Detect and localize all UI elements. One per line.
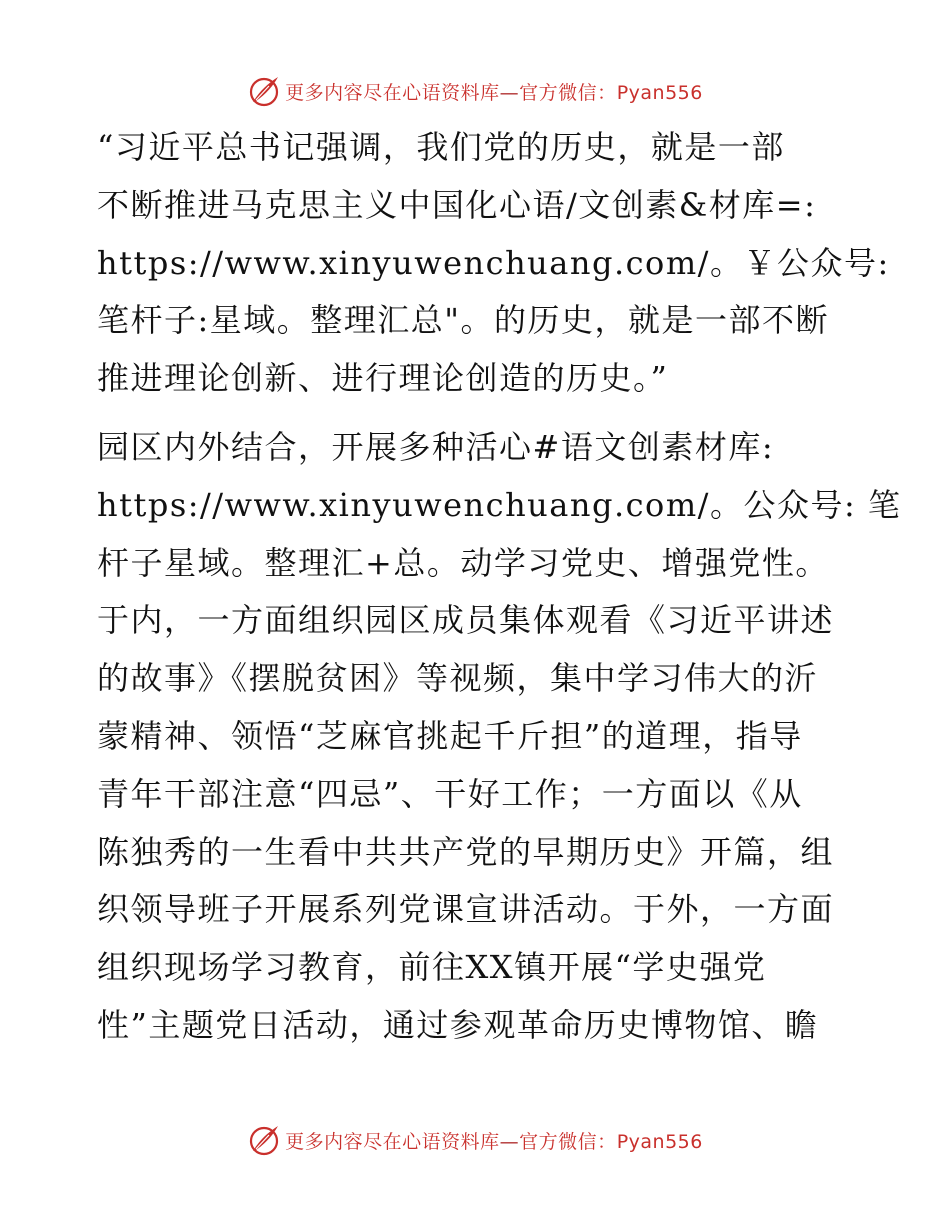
text-line: 笔杆子:星域。整理汇总"。的历史，就是一部不断 <box>97 301 830 340</box>
watermark-slogan: 更多内容尽在心语资料库 <box>285 81 500 104</box>
watermark-text <box>285 78 703 105</box>
feather-pen-logo-icon <box>247 74 281 108</box>
text-line: 性”主题党日活动，通过参观革命历史博物馆、瞻 <box>97 1005 819 1044</box>
text-line: 的故事》《摆脱贫困》等视频，集中学习伟大的沂 <box>97 659 819 698</box>
text-line: 于内，一方面组织园区成员集体观看《习近平讲述 <box>97 601 835 640</box>
text-line: 织领导班子开展系列党课宣讲活动。于外，一方面 <box>97 890 835 929</box>
text-line: 不断推进马克思主义中国化心语/文创素&材库=: <box>97 185 817 224</box>
paragraph-2 <box>97 419 902 1055</box>
watermark-slogan: 更多内容尽在心语资料库 <box>285 1130 500 1153</box>
text-line: https://www.xinyuwenchuang.com/。公众号: 笔 <box>97 485 902 524</box>
text-line: https://www.xinyuwenchuang.com/。￥公众号: <box>97 243 890 282</box>
footer-watermark <box>0 1120 950 1160</box>
watermark-wechat-id: Pyan556 <box>616 1130 703 1153</box>
text-line: 青年干部注意“四忌”、干好工作；一方面以《从 <box>97 774 803 813</box>
feather-pen-logo-icon <box>247 1123 281 1157</box>
header-watermark <box>0 71 950 111</box>
watermark-separator: — <box>499 1130 520 1153</box>
watermark-wechat-label: 官方微信： <box>519 81 617 104</box>
text-line: “习近平总书记强调，我们党的历史，就是一部 <box>97 128 785 166</box>
text-line: 园区内外结合，开展多种活心#语文创素材库: <box>97 427 775 466</box>
text-line: 蒙精神、领悟“芝麻官挑起千斤担”的道理，指导 <box>97 716 803 755</box>
watermark-wechat-label: 官方微信： <box>519 1130 617 1153</box>
text-line: 杆子星域。整理汇+总。动学习党史、增强党性。 <box>97 543 829 582</box>
watermark-wechat-id: Pyan556 <box>616 81 703 104</box>
watermark-text <box>285 1127 703 1154</box>
document-body <box>97 119 902 1055</box>
text-line: 组织现场学习教育，前往XX镇开展“学史强党 <box>97 948 767 987</box>
watermark-separator: — <box>499 81 520 104</box>
paragraph-1 <box>97 119 890 408</box>
text-line: 推进理论创新、进行理论创造的历史。” <box>97 359 669 398</box>
text-line: 陈独秀的一生看中共共产党的早期历史》开篇，组 <box>97 832 835 871</box>
